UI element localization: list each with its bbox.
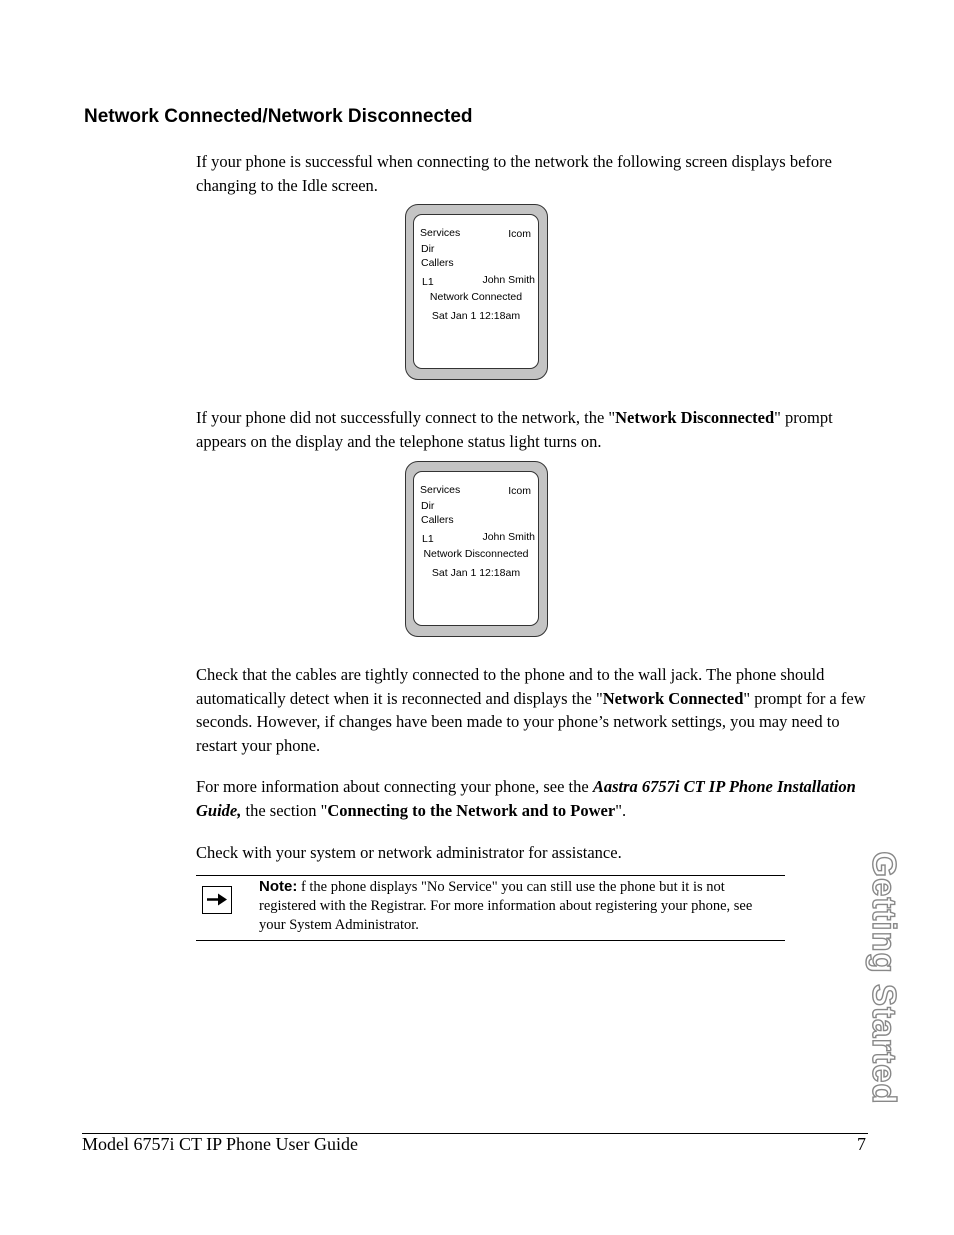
user-name: John Smith — [482, 274, 535, 286]
services-softkey: Services — [420, 227, 461, 239]
note-text: Note: f the phone displays "No Service" you can still use the phone but it is not registered with the Registrar. For more information about registering your phone, see your System Administrator. — [259, 878, 753, 933]
footer-title: Model 6757i CT IP Phone User Guide — [82, 1134, 358, 1154]
phone-display-disconnected — [405, 461, 548, 637]
installation-guide-reference: Aastra 6757i CT IP Phone Installation Guide, — [196, 777, 856, 820]
disconnected-paragraph: If your phone did not successfully connect to the network, the "Network Disconnected" prompt appears on the display and the telephone status light turns on. — [196, 408, 833, 451]
callers-softkey: Callers — [421, 514, 454, 526]
cables-paragraph: Check that the cables are tightly connected to the phone and to the wall jack. The phone should automatically detect when it is reconnected and displays the "Network Connected" prompt for a few seconds. However, if changes have been made to your phone’s network settings, you may need to restart your phone. — [196, 665, 866, 755]
date-time: Sat Jan 1 12:18am — [431, 310, 521, 322]
section-side-tab: Getting Started — [866, 850, 903, 1105]
dir-softkey: Dir — [421, 500, 435, 512]
intro-paragraph: If your phone is successful when connecting to the network the following screen displays before changing to the Idle screen. — [196, 152, 832, 195]
network-status: Network Disconnected — [423, 548, 529, 560]
more-info-paragraph: For more information about connecting your phone, see the Aastra 6757i CT IP Phone Installation Guide, the section "Connecting to the Network and to Power". — [196, 777, 856, 820]
page-number: 7 — [857, 1134, 866, 1154]
date-time: Sat Jan 1 12:18am — [431, 567, 521, 579]
note-box — [196, 875, 785, 941]
phone-screen — [413, 471, 539, 626]
phone-screen — [413, 214, 539, 369]
callers-softkey: Callers — [421, 257, 454, 269]
line-indicator: L1 — [422, 276, 434, 288]
network-status: Network Connected — [429, 291, 523, 303]
icom-softkey: Icom — [508, 485, 531, 497]
note-label: Note: — [259, 878, 298, 895]
right-arrow-icon — [202, 886, 232, 914]
admin-paragraph: Check with your system or network administrator for assistance. — [196, 843, 622, 862]
dir-softkey: Dir — [421, 243, 435, 255]
icom-softkey: Icom — [508, 228, 531, 240]
user-name: John Smith — [482, 531, 535, 543]
phone-display-connected — [405, 204, 548, 380]
line-indicator: L1 — [422, 533, 434, 545]
services-softkey: Services — [420, 484, 461, 496]
section-heading: Network Connected/Network Disconnected — [84, 106, 473, 127]
